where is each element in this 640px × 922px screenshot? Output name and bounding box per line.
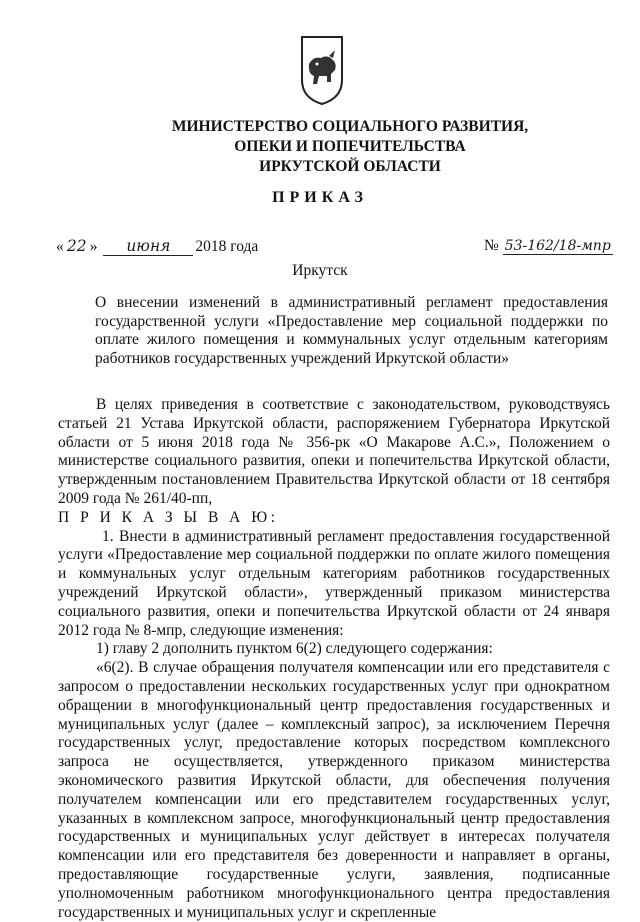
- ministry-name-line3: ИРКУТСКОЙ ОБЛАСТИ: [259, 158, 441, 175]
- date-open-quote: «: [56, 238, 64, 255]
- order-subject: О внесении изменений в административный регламент предоставления государственной услуги «Предоставление мер социальной поддержки по оплате жилого помещения и коммунальных услуг отдельным категориям работников государственных учреждений Иркутской области»: [95, 294, 608, 367]
- date-month: июня: [103, 237, 193, 256]
- coat-of-arms-icon: [299, 34, 345, 106]
- clause-6-2-paragraph: «6(2). В случае обращения получателя компенсации или его представителя с запросом о предоставлении нескольких государственных услуг при однократном обращении в многофункциональный центр предоставления государственных и муниципальных услуг (далее – комплексный запрос), за исключением Перечня государственных услуг, предоставление которых посредством комплексного запроса не осуществляется, утвержденного приказом министерства экономического развития Иркутской области, для обеспечения получения получателем компенсации или его представителем государственных услуг, указанных в комплексном запросе, многофункциональный центр предоставления государственных и муниципальных услуг действует в интересах получателя компенсации или его представителя без доверенности и направляет в органы, предоставляющие государственные услуги, заявления, подписанные уполномоченным работником многофункционального центра предоставления государственных и муниципальных услуг и скрепленные: [58, 659, 610, 921]
- order-word: П Р И К А З Ы В А Ю:: [58, 508, 279, 526]
- order-date: [56, 237, 258, 256]
- date-day: 22: [66, 237, 87, 255]
- date-year: 2018 года: [195, 238, 259, 255]
- number-prefix: №: [484, 237, 499, 254]
- preamble-paragraph: В целях приведения в соответствие с законодательством, руководствуясь статьей 21 Устава Иркутской области, распоряжением Губернатора Иркутской области от 5 июня 2018 года № 356-рк «О Макарове А.С.», Положением о министерстве социального развития, опеки и попечительства Иркутской области, утвержденным постановлением Правительства Иркутской области от 18 сентября 2009 года № 261/40-пп,: [58, 396, 610, 507]
- city-name: Иркутск: [292, 262, 348, 279]
- ministry-name-line2: ОПЕКИ И ПОПЕЧИТЕЛЬСТВА: [234, 138, 466, 155]
- subitem-1-paragraph: 1) главу 2 дополнить пунктом 6(2) следующего содержания:: [96, 640, 493, 658]
- number-value: 53-162/18-мпр: [504, 238, 611, 254]
- order-body: [58, 396, 610, 922]
- order-number: [484, 237, 613, 255]
- document-type-title: ПРИКАЗ: [272, 189, 368, 206]
- date-close-quote: »: [89, 238, 98, 255]
- item-1-paragraph: 1. Внести в административный регламент предоставления государственной услуги «Предоставление мер социальной поддержки по оплате жилого помещения и коммунальных услуг отдельным категориям работников государственных учреждений Иркутской области», утвержденный приказом министерства социального развития, опеки и попечительства Иркутской области от 24 января 2012 года № 8-мпр, следующие изменения:: [58, 527, 610, 639]
- ministry-name-line1: МИНИСТЕРСТВО СОЦИАЛЬНОГО РАЗВИТИЯ,: [171, 118, 529, 135]
